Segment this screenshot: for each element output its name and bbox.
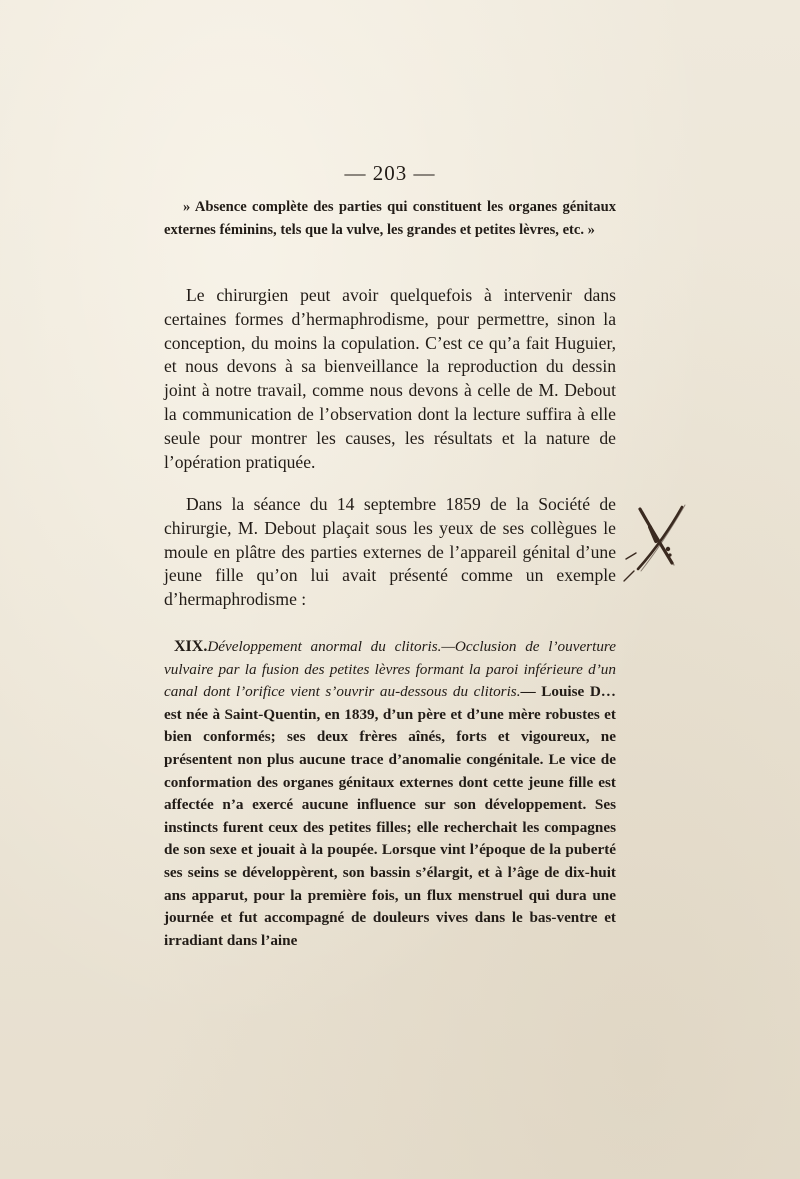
page-number: — 203 —	[344, 161, 436, 185]
quotation-paragraph: » Absence complète des parties qui constituent les organes génitaux externes féminins, tels que la vulve, les grandes et petites lèvres, etc. »	[164, 199, 616, 238]
observation-paragraph	[164, 636, 616, 952]
body-paragraph-2: Dans la séance du 14 septembre 1859 de la Société de chirurgie, M. Debout plaçait sous les yeux de ses collègues le moule en plâtre des parties externes de l’appareil génital d’une jeune fille qu’on lui avait présenté comme un exemple d’hermaphrodisme :	[164, 494, 616, 610]
observation-numeral: XIX.	[174, 638, 208, 655]
observation-title: Développement anormal du clitoris.—Occlusion de l’ouverture vulvaire par la fusion des petites lèvres formant la paroi inférieure d’un canal dont l’orifice vient s’ouvrir au-dessous du clitoris.	[164, 638, 616, 701]
observation-body: — Louise D… est née à Saint-Quentin, en 1839, d’un père et d’une mère robustes et bien conformés; ses deux frères aînés, forts et vigoureux, ne présentent non plus aucune trace d’anomalie congénitale. Le vice de conformation des organes génitaux externes dont cette jeune fille est affectée n’a exercé aucune influence sur son développement. Ses instincts furent ceux des petites filles; elle recherchait les compagnes de son sexe et jouait à la poupée. Lorsque vint l’époque de la puberté ses seins se développèrent, son bassin s’élargit, et à l’âge de dix-huit ans apparut, pour la première fois, un flux menstruel qui dura une journée et fut accompagné de douleurs vives dans le bas-ventre et irradiant dans l’aine	[164, 683, 616, 949]
handwritten-cross-mark	[616, 497, 692, 583]
body-paragraph-1: Le chirurgien peut avoir quelquefois à intervenir dans certaines formes d’hermaphrodisme, pour permettre, sinon la conception, du moins la copulation. C’est ce qu’a fait Huguier, et nous devons à sa bienveillance la reproduction du dessin joint à notre travail, comme nous devons à celle de M. Debout la communication de l’observation dont la lecture suffira à elle seule pour montrer les causes, les résultats et la nature de l’opération pratiquée.	[164, 285, 616, 472]
